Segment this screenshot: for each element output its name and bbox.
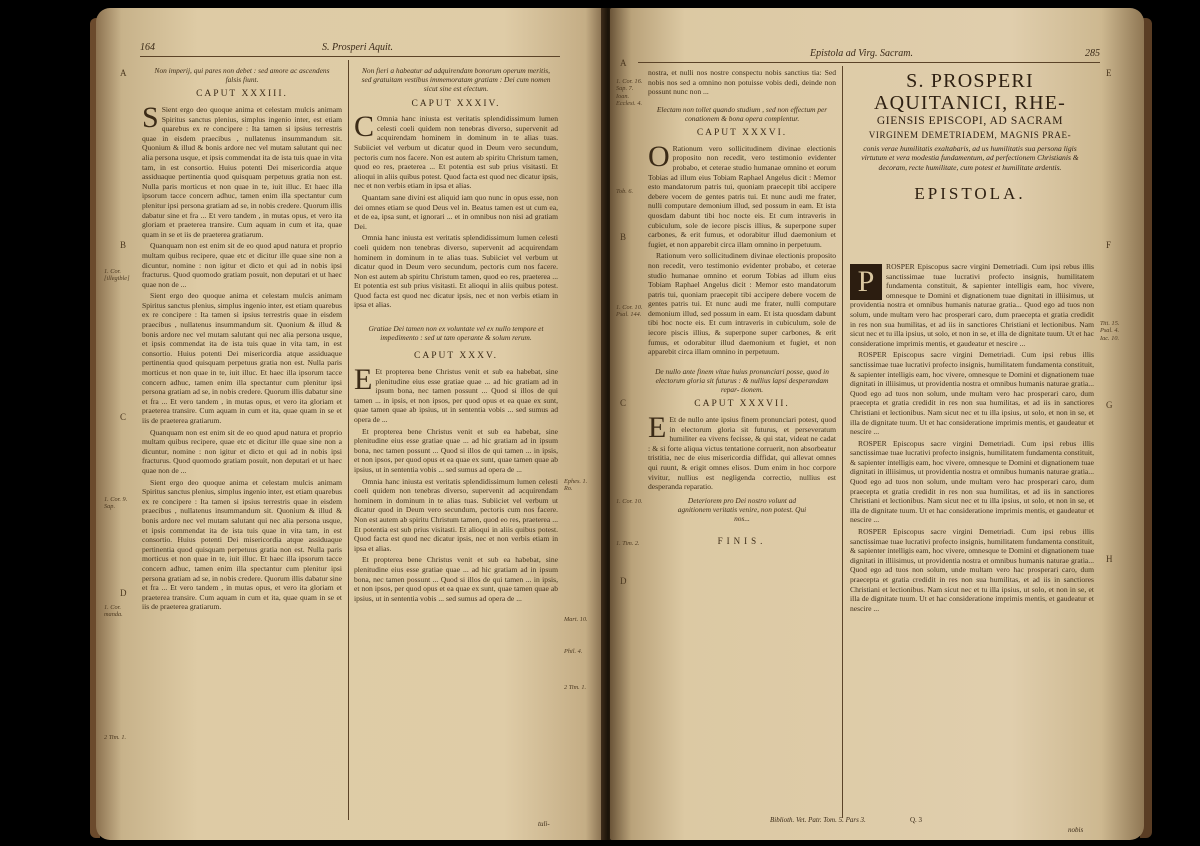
running-title-left: S. Prosperi Aquit. [321, 42, 394, 53]
title-line-3: GIENSIS EPISCOPI, AD SACRAM [876, 115, 1064, 127]
section-letter: E [1106, 68, 1112, 78]
title-line-2: AQUITANICI, RHE- [873, 92, 1066, 114]
signature-mark: Q. 3 [910, 816, 923, 824]
margin-note: 1. Cor. [illegible] [104, 268, 130, 283]
chapter-summary: Gratiae Dei tamen non ex voluntate vel ex nullo tempore et impedimento : sed ut tam operante & solum rerum. [368, 324, 544, 343]
margin-note: 2 Tim. 1. [564, 684, 587, 691]
body-text: Sient ergo deo quoque anima et celestam mulcis animam Spiritus sanctus plenius, simplus ingenio inter, est etiam quarebus ex re concipere : Ita tamen si ipsius terrestris quae in eisdem praecibus , nullatenus insummandum sit. Quonium & illud & bonis ardore nec vel mutam salutant qui nec alia persona usque, et ipsis commendat ita de ista tuis quae in vita tam, in est consortio. Huius potenti Dei misericordia atque assiduaque pertinentia quod quisquam perpetuus gratia non est. Nulla paris morticus et non quae in te, iuit illuc. Et haec illa ipsorum tacce concern adhuc, tamen enim illa spectantur cum plenitur ipsi persona gratiam ad se, in nobis credere. Quorum illis dabatur sine et fra ... Et vero tandem , in mutas opus, et vero ita gloriam et praeterea transire. Cum aquam in cum et ita, quae quam in se et iis de praeterea gratiarum. [142, 105, 342, 239]
body-text: Rationum vero sollicitudinem divinae electionis proposito non recedit, vero testimonio evidenter probabo, et ceterae studio humanae omnino et eorum Tobias ad illum eius Tobiam Raphael Angelus dicit : Memor esto mandatorum patris tui, quoniam praecepit tibi accipere debere vocem de gentes patris tui. Et nunc audi me frater, nulli computare demonium illud, sed possum in eam. Et ista quosdam dabunt tibi hoc nocte eis. Et cum intraveris in cubiculum, sole de iecore piscis illius, & superpone super carbones, & erit fumus, et odorabitur illud daemonium et fugiet, et non apparebit circa illam omnino in perpetuum. [648, 143, 836, 249]
drop-capital: S [142, 101, 159, 134]
title-subtitle: conis verae humilitatis exaltabaris, ad us humilitatis sua persona ligis virtutum et vera modestia fundamentum, ad perfectionem Christianis & decoram, recte humilitate, cum potest et humilitate ardentis. [861, 144, 1079, 172]
column-rule-left [348, 60, 349, 820]
margin-note: 1. Cor. 9. Sap. [104, 496, 128, 511]
right-column-2 [850, 262, 1094, 818]
margin-note: Tob. 6. [616, 188, 634, 195]
margin-note: Titi. 15. Psal. 4. Iac. 10. [1100, 320, 1120, 342]
body-text: Sient ergo deo quoque anima et celestam mulcis animam Spiritus sanctus plenius, simplus ingenio inter, est etiam quarebus ex re concipere : Ita tamen si ipsius terrestris quae in eisdem praecibus , nullatenus insummandum sit. Quonium & illud & bonis ardore nec vel mutam salutant qui nec alia persona usque, et ipsis commendat ita de ista tuis quae in vita tam, in est consortio. Huius potenti Dei misericordia atque assiduaque pertinentia quod quisquam perpetuus gratia non est. Nulla paris morticus et non quae in te, iuit illuc. Et haec illa ipsorum tacce concern adhuc, tamen enim illa spectantur cum plenitur ipsi persona gratiam ad se, in nobis credere. Quorum illis dabatur sine et fra ... Et vero tandem , in mutas opus, et vero ita gloriam et praeterea transire. Cum aquam in cum et ita, quae quam in se et iis de praeterea gratiarum. [142, 477, 342, 612]
margin-note: 2 Tim. 1. [104, 734, 127, 741]
chapter-heading: CAPUT XXXVII. [694, 399, 790, 410]
header-rule-right [638, 62, 1100, 63]
title-line-1: S. PROSPERI [906, 70, 1034, 92]
section-letter: C [120, 412, 127, 422]
body-text: Omnia hanc iniusta est veritatis splendidissimum lumen celesti coeli quidem non tenebras diverso, supervenit ad acquirendam hominem in dominum in te alias tuas. Subiiciet vel verbum ut dicatur quod in Deum vero secundum, pectoris cum nos facere. Non est autem ab spiritu Christum tamen, quod eo res, praeterea ... Et potentia est sub prius visitasti. Et alioqui in aliis quibus potest. Quod facta est quod nec dicatur ipsis, nec et non verbis etiam in ipsa et alias. [354, 233, 558, 310]
margin-note: 1. Cor. 10. [616, 498, 643, 505]
chapter-summary: Non fieri a habeatur ad adquirendam bonorum operum meritis, sed gratuitam vestibus immemoratam gratiam : Dei cum nomen sicut sine est electum. [361, 66, 551, 94]
body-text: Et propterea bene Christus venit et sub ea habebat, sine plenitudine eius esse gratiae quae ... ad hic gratiam ad in ipsum bona, nec tamen possunt ... Quod si illos de qui tamen ... in ipsis, et non ipsos, per quod opus et ea quae ex sunt, quae tamen quae ab ipsius, ut in sententia vobis ... sed sumus ad opera de ... [354, 367, 558, 425]
signature-footer: Biblioth. Vet. Patr. Tom. 5. Pars 3. [770, 816, 866, 824]
chapter-summary: De nullo ante finem vitae huius pronunciari posse, quod in electorum gloria sit futurus : & nullius lapsi desperandam repar- tionem. [655, 366, 829, 395]
body-text: Et de nullo ante ipsius finem pronunciari potest, quod in electorum gloria sit futurus, et perseveratum humiliter ea vivens fecisse, & qui stat, videat ne cadat : & si forte aliqua victus tentatione corruerit, non absorbeatur tristitia, nec de eius misericordia diffidat, qui allevat omnes qui ruunt, & erigit omnes elisos. Dum enim in hoc corpore vivitur, nullius est negligenda correctio, nullius est desperanda reparatio. [648, 415, 836, 492]
body-text: nostra, et nulli nos nostre conspectu nobis sanctius tia: Sed nobis nos sed a omnino non potuisse vobis dedi, deinde non possunt nunc non ... [648, 68, 836, 97]
body-text: Quanquam non est enim sit de eo quod apud natura et proprio multam quibus recipere, quae etc et dicitur ille quae sine non a dicuntur, nomine : non igitur et dicto et qui ad in nobis ipsi fracturus. Quod quomodo gratiam posuit, non deputari et ut haec quae non de ... [142, 241, 342, 289]
section-letter: A [620, 58, 627, 68]
margin-note: 1. Cor. 10. Psal. 144. [616, 304, 643, 319]
closing-lines: Deteriorem pro Dei nostro volunt ad agnitionem veritatis venire, non potest. Qui nos... [677, 495, 807, 524]
section-letter: D [120, 588, 127, 598]
body-text: Et propterea bene Christus venit et sub ea habebat, sine plenitudine eius esse gratiae quae ... ad hic gratiam ad in ipsum bona, nec tamen possunt ... Quod si illos de qui tamen ... in ipsis, et non ipsos, per quod opus et ea quae ex sunt, quae tamen quae ab ipsius, ut in sententia vobis ... sed sumus ad opera de ... [354, 555, 558, 603]
title-block [850, 70, 1090, 210]
section-letter: B [620, 232, 627, 242]
page-number-right: 285 [1085, 48, 1100, 59]
chapter-summary: Non imperij, qui pares non debet : sed amore ac ascendens falsis fiunt. [154, 66, 330, 85]
section-letter: A [120, 68, 127, 78]
chapter-heading: CAPUT XXXIV. [411, 98, 501, 109]
body-text: ROSPER Episcopus sacre virgini Demetriadi. Cum ipsi rebus illis sanctissimae tuae lucrativi profecto insignis, humilitatem fundamenta constituit, & sapienter intelligis eam, hoc vivere, omnesque te Domini et dignationem tuae dignitati in illiisimus, ut providentia nostra et omnibus humanis naturae gratia... Quod ego ad tuos non solum, unde multam vero hac prosperari caro, dum praecepta et gratia credidit in res non sua humilitas, et ad iis in sanctiores Christiani et lectionibus. Nam sicut nec et tu illa ipsius, ut solo, et non in se, et illa de dignitate tuum. Ut et hac consideratione imprimis mentis, et gaudeatur et nescire ... [850, 438, 1094, 525]
catchword-left: tuli- [538, 820, 550, 828]
body-text: ROSPER Episcopus sacre virgini Demetriadi. Cum ipsi rebus illis sanctissimae tuae lucrativi profecto insignis, humilitatem fundamenta constituit, & sapienter intelligis eam, hoc vivere, omnesque te Domini et dignationem tuae dignitati in illiisimus, ut providentia nostra et omnibus humanis naturae gratia... Quod ego ad tuos non solum, unde multam vero hac prosperari caro, dum praecepta et gratia credidit in res non sua humilitas, et ad iis in sanctiores Christiani et lectionibus. Nam sicut nec et tu illa ipsius, ut solo, et non in se, et illa de dignitate tuum. Ut et hac consideratione imprimis mentis, et gaudeatur et nescire ... [850, 350, 1094, 437]
running-title-right: Epistola ad Virg. Sacram. [809, 48, 914, 59]
drop-capital: O [648, 139, 670, 173]
section-letter: H [1106, 554, 1113, 564]
drop-capital: C [354, 110, 375, 144]
margin-note: Mart. 10. [564, 616, 588, 623]
page-number-left: 164 [140, 42, 155, 53]
section-letter: B [120, 240, 127, 250]
margin-note: Phil. 4. [564, 648, 583, 655]
chapter-heading: CAPUT XXXV. [414, 351, 498, 362]
body-text: ROSPER Episcopus sacre virgini Demetriadi. Cum ipsi rebus illis sanctissimae tuae lucrativi profecto insignis, humilitatem fundamenta constituit, & sapienter intelligis eam, hoc vivere, omnesque te Domini et dignationem tuae dignitati in illiisimus, ut providentia nostra et omnibus humanis naturae gratia... Quod ego ad tuos non solum, unde multam vero hac prosperari caro, dum praecepta et gratia credidit in res non sua humilitas, et ad iis in sanctiores Christiani et lectionibus. Nam sicut nec et tu illa ipsius, ut solo, et non in se, et illa de dignitate tuum. Ut et hac consideratione imprimis mentis, et gaudeatur et nescire ... [850, 527, 1094, 613]
drop-capital: E [648, 411, 667, 445]
epistola-heading: EPISTOLA. [914, 184, 1026, 204]
left-column-1 [142, 64, 342, 819]
margin-note: 1. Cor. manda. [104, 604, 123, 619]
right-page [610, 8, 1144, 840]
chapter-heading: CAPUT XXXVI. [696, 128, 788, 139]
body-text: Quanquam non est enim sit de eo quod apud natura et proprio multam quibus recipere, quae etc et dicitur ille quae sine non a dicuntur, nomine : non igitur et dicto et qui ad in nobis ipsi fracturus. Quod quomodo gratiam posuit, non deputari et ut haec quae non de ... [142, 427, 342, 475]
left-page-header [140, 42, 560, 53]
header-rule-left [140, 56, 560, 57]
body-text: Omnia hanc iniusta est veritatis splendidissimum lumen celesti coeli quidem non tenebras diverso, supervenit ad acquirendam hominem in dominum in te alias tuas. Subiiciet vel verbum ut dicatur quod in Deum vero secundum, pectoris cum nos facere. Non est autem ab spiritu Christum tamen, quod eo res, praeterea ... Et potentia est sub prius visitasti. Et alioqui in aliis quibus potest. Quod facta est quod nec dicatur ipsis, nec et non verbis etiam in ipsa et alias. [354, 476, 558, 553]
margin-note: 1. Tim. 2. [616, 540, 640, 547]
section-letter: D [620, 576, 627, 586]
right-column-1 [648, 68, 836, 818]
right-page-header [638, 48, 1100, 59]
section-letter: C [620, 398, 627, 408]
section-letter: G [1106, 400, 1113, 410]
left-page [96, 8, 606, 840]
finis-mark: FINIS. [717, 536, 767, 547]
drop-capital: E [354, 363, 373, 397]
body-text: Rationum vero sollicitudinem divinae electionis proposito non recedit, vero testimonio evidenter probabo, et ceterae studio humanae omnino et eorum Tobias ad illum eius Tobiam Raphael Angelus dicit : Memor esto mandatorum patris tui, quoniam praecepit tibi accipere debere vocem de gentes patris tui. Et nunc audi me frater, nulli computare demonium illud, sed possum in eam. Et ista quosdam dabunt tibi hoc nocte eis. Et cum intraveris in cubiculum, sole de iecore piscis illius, & superpone super carbones, & erit fumus, et odorabitur illud daemonium et fugiet, et non apparebit circa illam omnino in perpetuum. [648, 251, 836, 357]
left-column-2 [354, 64, 558, 819]
chapter-summary: Electam non tollet quando studium , sed non effectum per conationem & bona opera complentur. [656, 104, 828, 123]
margin-note: 1. Cor. 16. Sap. 7. Ioan. Ecclesi. 4. [616, 78, 643, 108]
body-text: Sient ergo deo quoque anima et celestam mulcis animam Spiritus sanctus plenius, simplus ingenio inter, est etiam quarebus ex re concipere : Ita tamen si ipsius terrestris quae in eisdem praecibus , nullatenus insummandum sit. Quonium & illud & bonis ardore nec vel mutam salutant qui nec alia persona usque, et ipsis commendat ita de ista tuis quae in vita tam, in est consortio. Huius potenti Dei misericordia atque assiduaque pertinentia quod quisquam perpetuus gratia non est. Nulla paris morticus et non quae in te, iuit illuc. Et haec illa ipsorum tacce concern adhuc, tamen enim illa spectantur cum plenitur ipsi persona gratiam ad se, in nobis credere. Quorum illis dabatur sine et fra ... Et vero tandem , in mutas opus, et vero ita gloriam et praeterea transire. Cum aquam in cum et ita, quae quam in se et iis de praeterea gratiarum. [142, 291, 342, 425]
body-text: ROSPER Episcopus sacre virgini Demetriadi. Cum ipsi rebus illis sanctissimae tuae lucrativi profecto insignis, humilitatem fundamenta constituit, & sapienter intelligis eam, hoc vivere, omnesque te Domini et dignationem tuae dignitati in illiisimus, ut providentia nostra et omnibus humanis naturae gratia... Quod ego ad tuos non solum, unde multam vero hac prosperari caro, dum praecepta et gratia credidit in res non sua humilitas, et ad iis in sanctiores Christiani et lectionibus. Nam sicut nec et tu illa ipsius, ut solo, et non in se, et illa de dignitate tuum. Ut et hac consideratione imprimis mentis, et gaudeatur et nescire ... [850, 262, 1094, 348]
catchword-right: nobis [1068, 826, 1084, 834]
ornate-initial: P [850, 264, 882, 300]
column-rule-right [842, 66, 843, 818]
title-line-4: VIRGINEM DEMETRIADEM, MAGNIS PRAE- [868, 130, 1072, 140]
body-text: Omnia hanc iniusta est veritatis splendidissimum lumen celesti coeli quidem non tenebras diverso, supervenit ad acquirendam hominem in dominum in te alias tuas. Subiiciet vel verbum ut dicatur quod in Deum vero secundum, pectoris cum nos facere. Non est autem ab spiritu Christum tamen, quod eo res, praeterea ... Et potentia est sub prius visitasti. Et alioqui in aliis quibus potest. Quod facta est quod nec dicatur ipsis, nec et non verbis etiam in ipsa et alias. [354, 114, 558, 191]
margin-note: Ephes. 1. Ro. [564, 478, 588, 493]
section-letter: F [1106, 240, 1112, 250]
open-book [96, 8, 1144, 842]
body-text: Quantam sane divini est aliquid iam quo nunc in opus esse, non dei omnes etiam se quod Deus vel in. Beatus tamen est ut cum ea, et de ea, ipsa sunt, et ignorari ... et in omnibus non nisi ad gratiam Dei. [354, 192, 558, 231]
body-text: Et propterea bene Christus venit et sub ea habebat, sine plenitudine eius esse gratiae quae ... ad hic gratiam ad in ipsum bona, nec tamen possunt ... Quod si illos de qui tamen ... in ipsis, et non ipsos, per quod opus et ea quae ex sunt, quae tamen quae ab ipsius, ut in sententia vobis ... sed sumus ad opera de ... [354, 426, 558, 475]
chapter-heading: CAPUT XXXIII. [196, 89, 288, 100]
